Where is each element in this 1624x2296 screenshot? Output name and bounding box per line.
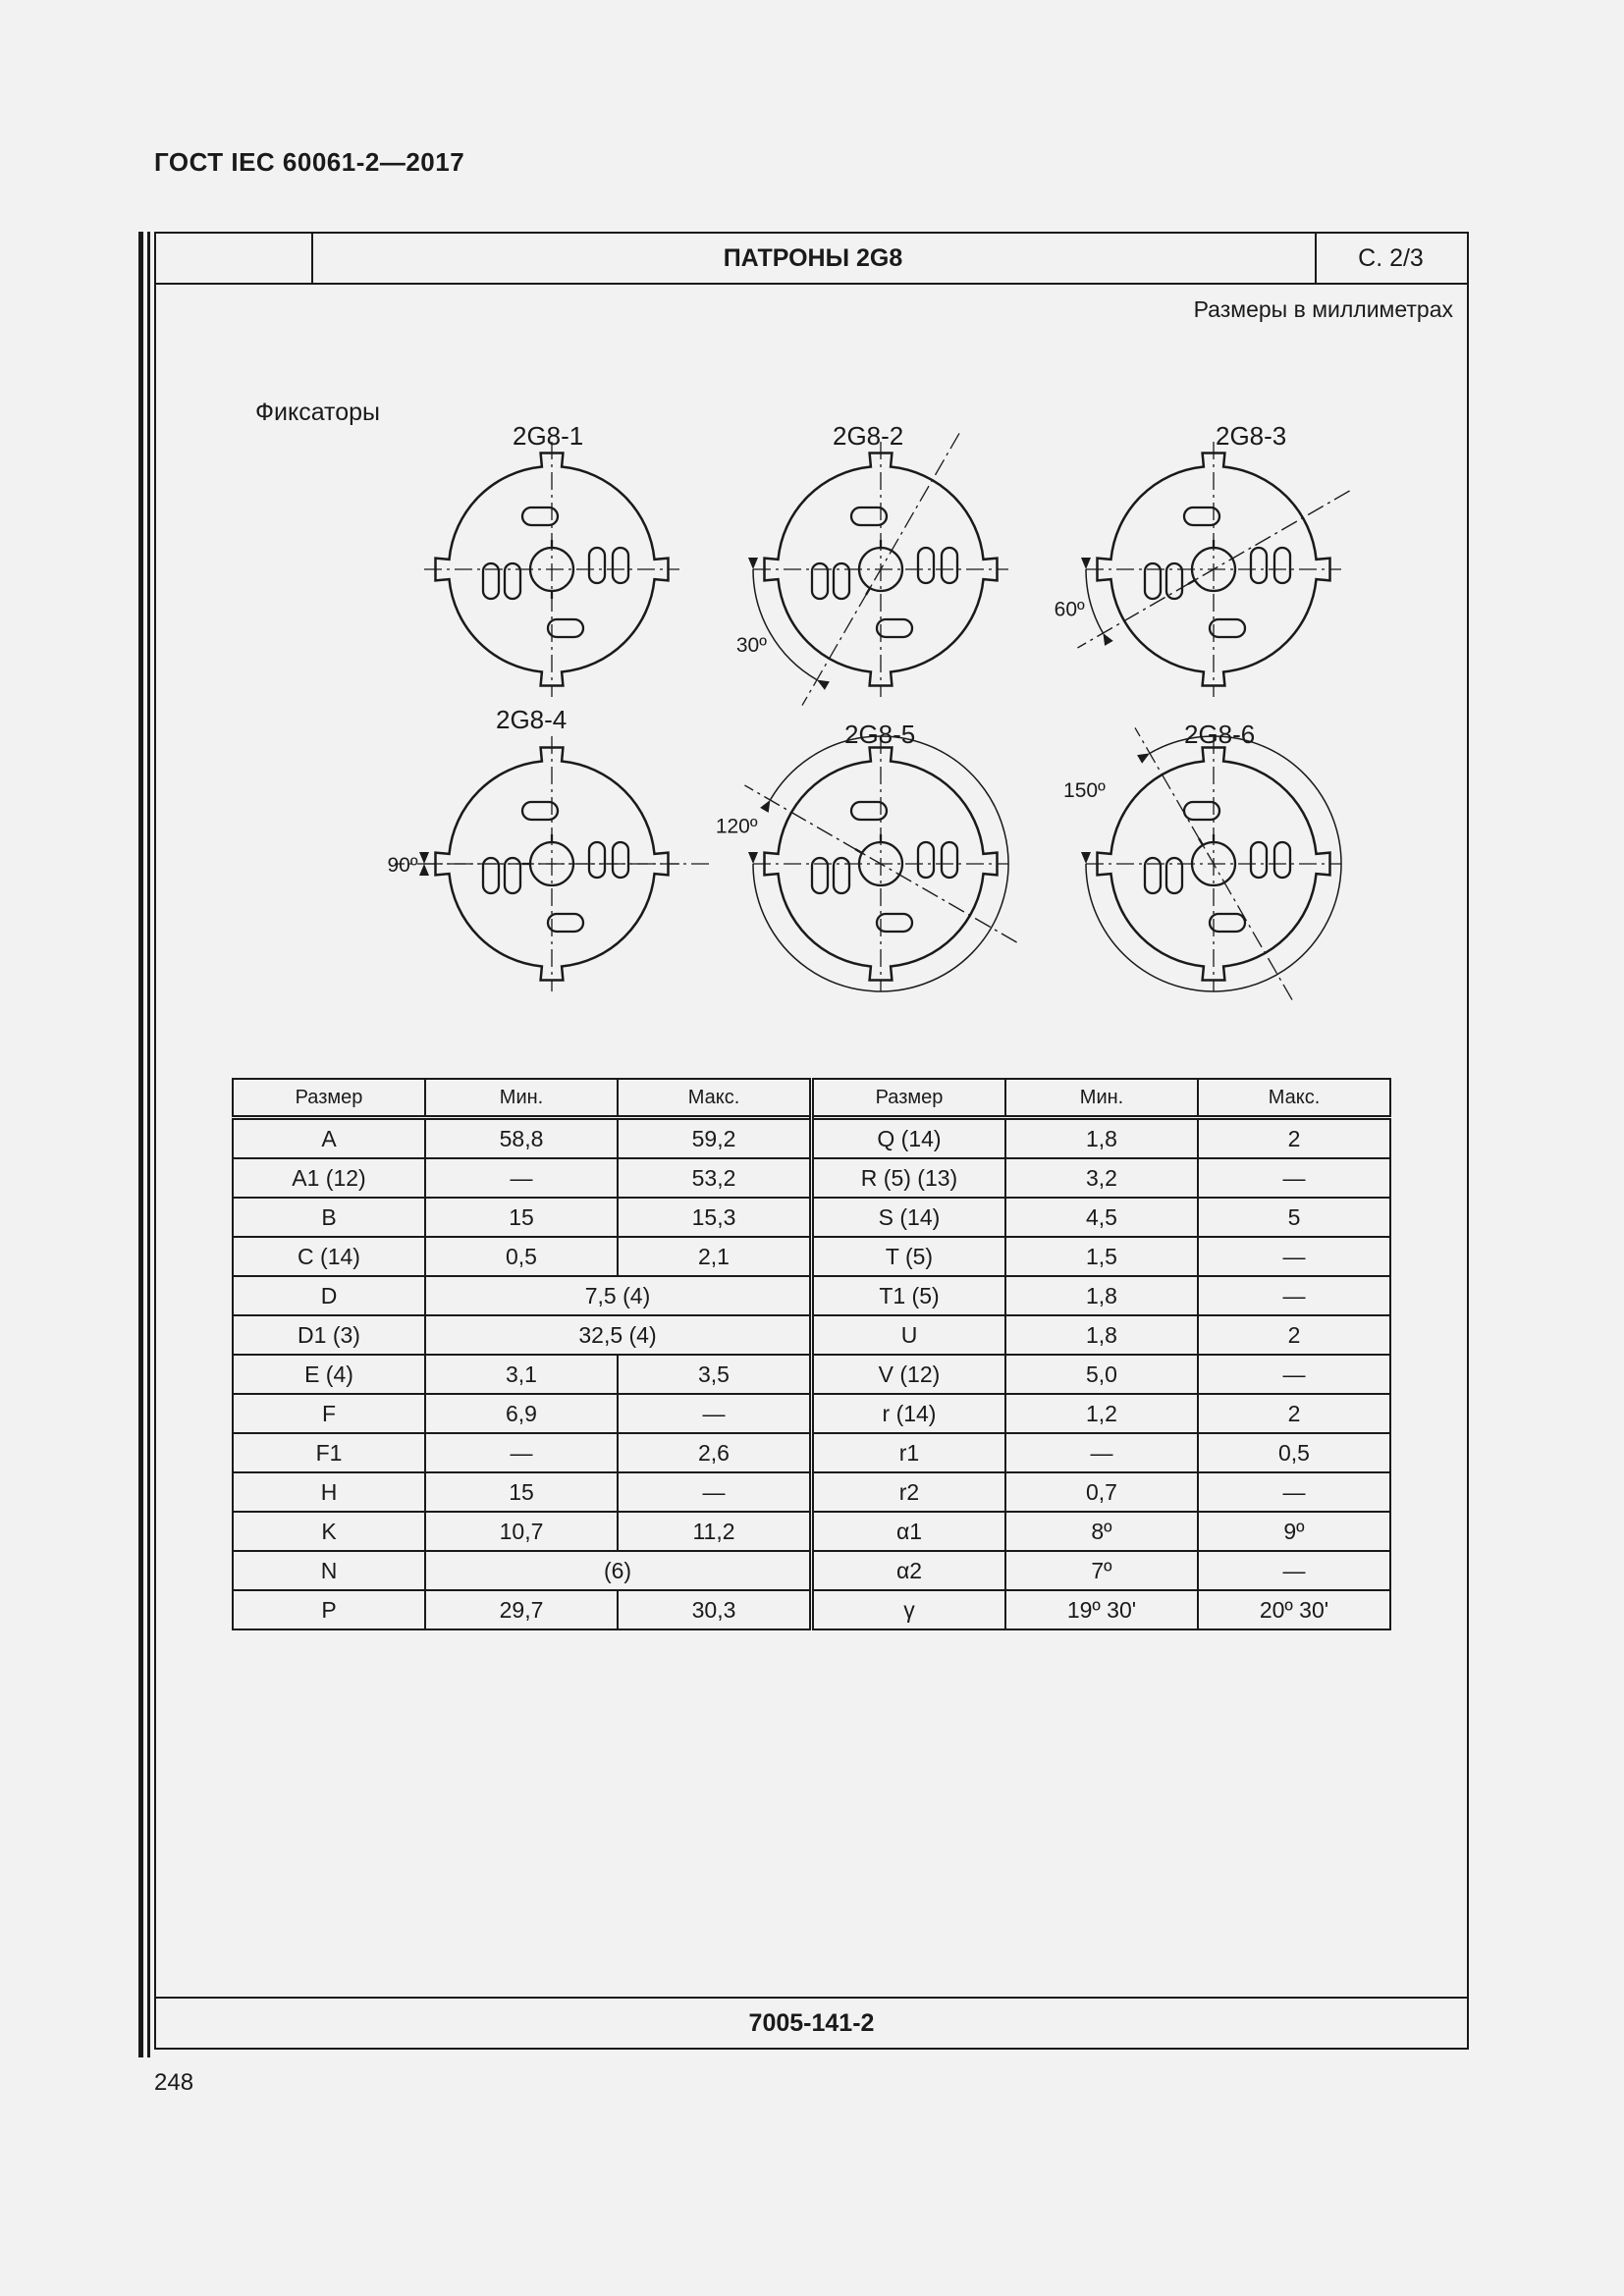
table-cell: 5,0 [1005, 1355, 1198, 1394]
table-cell: — [1198, 1158, 1390, 1198]
arrowhead [817, 680, 830, 690]
table-cell: α2 [812, 1551, 1006, 1590]
table-cell: 15,3 [618, 1198, 812, 1237]
table-row [233, 1198, 1390, 1237]
table-cell: 0,7 [1005, 1472, 1198, 1512]
table-cell: 8º [1005, 1512, 1198, 1551]
table-cell: 2,1 [618, 1237, 812, 1276]
table-cell: — [1198, 1355, 1390, 1394]
sheet-number: С. 2/3 [1358, 244, 1424, 272]
contact-slot [942, 842, 957, 878]
table-cell: r1 [812, 1433, 1006, 1472]
sheet-code: 7005-141-2 [156, 1997, 1467, 2048]
table-cell: 1,2 [1005, 1394, 1198, 1433]
table-cell: — [1198, 1472, 1390, 1512]
contact-slot [613, 842, 628, 878]
table-cell: 15 [425, 1472, 618, 1512]
table-cell: A [233, 1118, 425, 1159]
contact-slot [1251, 842, 1267, 878]
table-cell: α1 [812, 1512, 1006, 1551]
table-cell: 59,2 [618, 1118, 812, 1159]
arrowhead [748, 852, 758, 864]
table-cell: V (12) [812, 1355, 1006, 1394]
table-cell: 3,5 [618, 1355, 812, 1394]
contact-slot [1274, 842, 1290, 878]
arrowhead [748, 558, 758, 569]
contact-slot [613, 548, 628, 583]
section-label: Фиксаторы [255, 399, 380, 426]
arrowhead [419, 852, 429, 864]
table-cell: 20º 30' [1198, 1590, 1390, 1629]
table-cell: T1 (5) [812, 1276, 1006, 1315]
table-cell: 2,6 [618, 1433, 812, 1472]
table-cell: H [233, 1472, 425, 1512]
units-note: Размеры в миллиметрах [1193, 296, 1453, 322]
table-row [233, 1276, 1390, 1315]
arrowhead [760, 800, 770, 813]
angle-arc [753, 569, 817, 680]
sheet-title: ПАТРОНЫ 2G8 [311, 234, 1317, 283]
figure-label: 2G8-5 [844, 720, 916, 749]
table-cell: 15 [425, 1198, 618, 1237]
table-cell: 2 [1198, 1394, 1390, 1433]
header-cell: Размер [233, 1079, 425, 1118]
table-cell: 1,8 [1005, 1118, 1198, 1159]
table-cell: D [233, 1276, 425, 1315]
figure-label: 2G8-1 [513, 421, 584, 451]
table-cell: (6) [425, 1551, 812, 1590]
angle-arc [1086, 569, 1103, 633]
table-cell: C (14) [233, 1237, 425, 1276]
table-row [233, 1158, 1390, 1198]
header-cell: Макс. [618, 1079, 812, 1118]
standard-header: ГОСТ IEC 60061-2—2017 [154, 147, 465, 177]
arrowhead [419, 864, 429, 876]
contact-slot [1274, 548, 1290, 583]
table-cell: 0,5 [1198, 1433, 1390, 1472]
contact-slot [877, 619, 912, 637]
header-cell: Мин. [425, 1079, 618, 1118]
locator-drawings [0, 0, 1624, 1080]
contact-slot [548, 914, 583, 932]
table-row [233, 1512, 1390, 1551]
header-cell: Размер [812, 1079, 1006, 1118]
contact-slot [1251, 548, 1267, 583]
table-cell: E (4) [233, 1355, 425, 1394]
angle-label: 90º [387, 854, 418, 877]
table-row [233, 1237, 1390, 1276]
table-cell: 53,2 [618, 1158, 812, 1198]
table-cell: K [233, 1512, 425, 1551]
table-cell: r2 [812, 1472, 1006, 1512]
header-cell: Макс. [1198, 1079, 1390, 1118]
table-cell: — [1005, 1433, 1198, 1472]
table-row [233, 1433, 1390, 1472]
figure-label: 2G8-3 [1216, 421, 1287, 451]
table-cell: 1,8 [1005, 1276, 1198, 1315]
table-cell: γ [812, 1590, 1006, 1629]
table-cell: 58,8 [425, 1118, 618, 1159]
table-cell: 32,5 (4) [425, 1315, 812, 1355]
figure-label: 2G8-4 [496, 705, 568, 734]
table-cell: 11,2 [618, 1512, 812, 1551]
table-cell: P [233, 1590, 425, 1629]
table-cell: S (14) [812, 1198, 1006, 1237]
page-number: 248 [154, 2069, 194, 2096]
table-cell: 9º [1198, 1512, 1390, 1551]
table-header-row [233, 1079, 1390, 1118]
table-cell: 10,7 [425, 1512, 618, 1551]
table-cell: 29,7 [425, 1590, 618, 1629]
table-cell: 3,1 [425, 1355, 618, 1394]
table-cell: R (5) (13) [812, 1158, 1006, 1198]
angle-label: 30º [735, 634, 767, 657]
dimensions-table [232, 1078, 1391, 1630]
table-row [233, 1472, 1390, 1512]
table-cell: F [233, 1394, 425, 1433]
table-cell: 2 [1198, 1118, 1390, 1159]
angle-label: 150º [1063, 779, 1106, 802]
table-cell: A1 (12) [233, 1158, 425, 1198]
table-cell: 4,5 [1005, 1198, 1198, 1237]
table-cell: N [233, 1551, 425, 1590]
angle-label: 120º [715, 815, 758, 838]
table-cell: — [425, 1158, 618, 1198]
table-cell: — [1198, 1237, 1390, 1276]
contact-slot [589, 548, 605, 583]
arrowhead [1103, 633, 1112, 646]
table-cell: 19º 30' [1005, 1590, 1198, 1629]
table-cell: F1 [233, 1433, 425, 1472]
table-cell: B [233, 1198, 425, 1237]
table-cell: U [812, 1315, 1006, 1355]
table-cell: — [425, 1433, 618, 1472]
table-row [233, 1315, 1390, 1355]
table-cell: 1,5 [1005, 1237, 1198, 1276]
table-cell: Q (14) [812, 1118, 1006, 1159]
header-cell: Мин. [1005, 1079, 1198, 1118]
table-cell: D1 (3) [233, 1315, 425, 1355]
table-cell: 1,8 [1005, 1315, 1198, 1355]
table-cell: r (14) [812, 1394, 1006, 1433]
contact-slot [877, 914, 912, 932]
table-cell: 2 [1198, 1315, 1390, 1355]
arrowhead [1081, 558, 1091, 569]
table-cell: — [1198, 1551, 1390, 1590]
contact-slot [918, 548, 934, 583]
contact-slot [1210, 619, 1245, 637]
table-cell: 5 [1198, 1198, 1390, 1237]
table-cell: 6,9 [425, 1394, 618, 1433]
table-row [233, 1118, 1390, 1159]
table-row [233, 1551, 1390, 1590]
contact-slot [918, 842, 934, 878]
table-row [233, 1355, 1390, 1394]
table-cell: 7º [1005, 1551, 1198, 1590]
arrowhead [1081, 852, 1091, 864]
contact-slot [589, 842, 605, 878]
contact-slot [1210, 914, 1245, 932]
figure-label: 2G8-6 [1184, 720, 1256, 749]
table-cell: 7,5 (4) [425, 1276, 812, 1315]
contact-slot [942, 548, 957, 583]
table-row [233, 1394, 1390, 1433]
angle-label: 60º [1054, 598, 1085, 621]
table-cell: 30,3 [618, 1590, 812, 1629]
contact-slot [548, 619, 583, 637]
table-cell: — [618, 1394, 812, 1433]
figure-label: 2G8-2 [833, 421, 904, 451]
table-cell: 3,2 [1005, 1158, 1198, 1198]
arrowhead [1137, 753, 1150, 763]
table-cell: 0,5 [425, 1237, 618, 1276]
table-cell: T (5) [812, 1237, 1006, 1276]
table-row [233, 1590, 1390, 1629]
table-cell: — [618, 1472, 812, 1512]
table-cell: — [1198, 1276, 1390, 1315]
